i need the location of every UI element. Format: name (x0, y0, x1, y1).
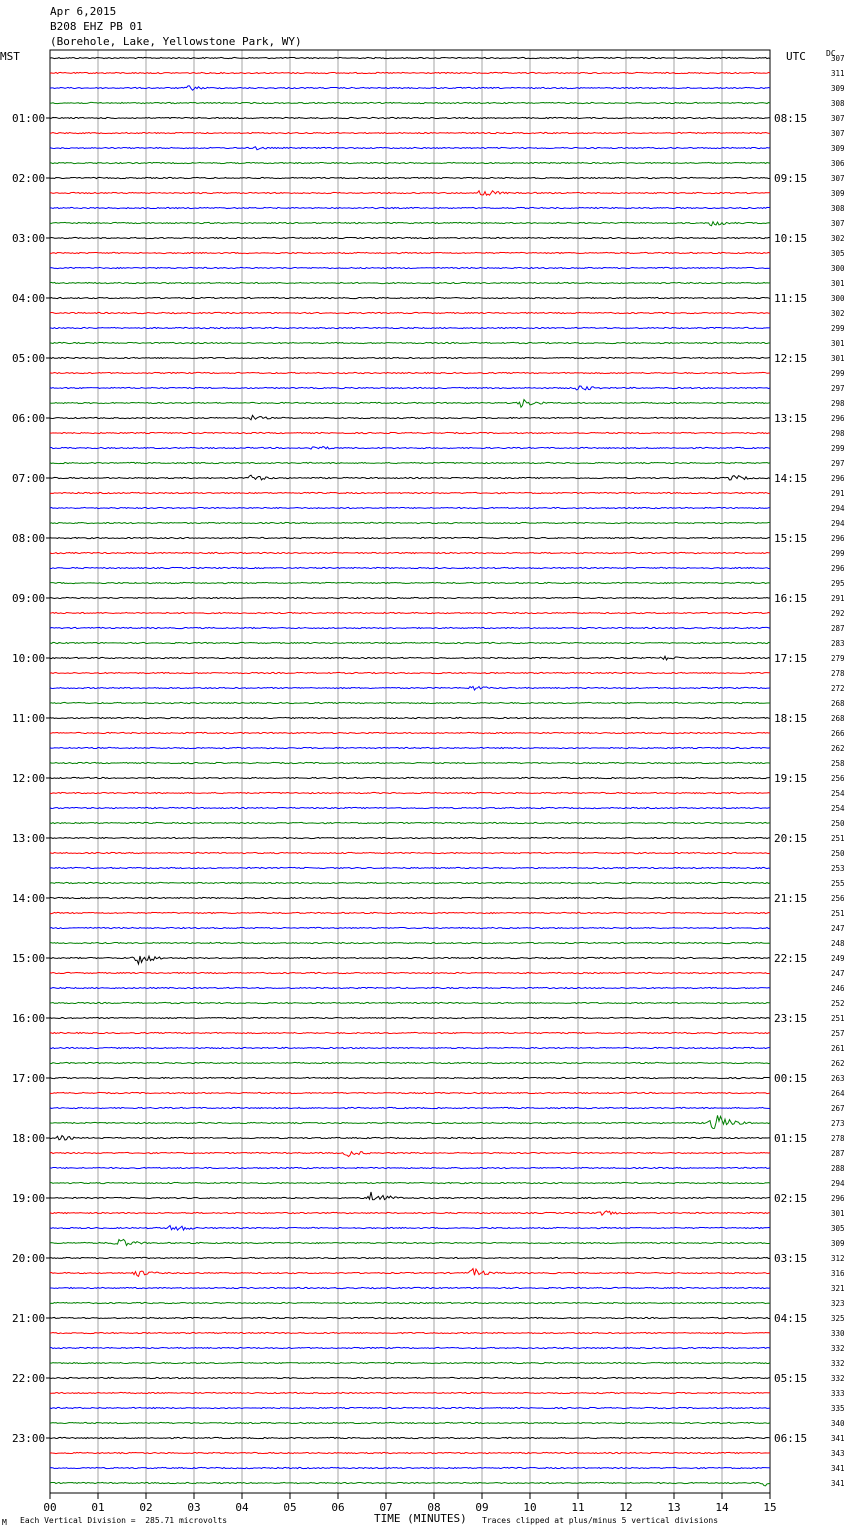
trace-line (50, 567, 770, 568)
left-hour-label: 17:00 (12, 1072, 46, 1085)
x-tick-label: 15 (763, 1501, 777, 1514)
dc-value: 250 (831, 849, 845, 858)
trace-line (50, 162, 770, 163)
trace-line (50, 1152, 770, 1157)
trace-line (50, 642, 770, 643)
right-hour-label: 03:15 (774, 1252, 808, 1265)
trace-line (50, 1225, 770, 1230)
dc-value: 256 (831, 774, 845, 783)
x-tick-label: 02 (139, 1501, 153, 1514)
trace-line (50, 1452, 770, 1453)
dc-value: 333 (831, 1389, 845, 1398)
dc-value: 309 (831, 1239, 845, 1248)
trace-line (50, 702, 770, 703)
dc-value: 309 (831, 84, 845, 93)
dc-value: 307 (831, 174, 845, 183)
dc-value: 278 (831, 669, 845, 678)
trace-line (50, 267, 770, 268)
dc-value: 299 (831, 369, 845, 378)
right-hour-label: 14:15 (774, 472, 808, 485)
dc-value: 340 (831, 1419, 845, 1428)
dc-value: 251 (831, 909, 845, 918)
right-hour-label: 13:15 (774, 412, 808, 425)
dc-value: 335 (831, 1404, 845, 1413)
dc-value: 323 (831, 1299, 845, 1308)
dc-value: 266 (831, 729, 845, 738)
trace-line (50, 1115, 770, 1128)
trace-line (50, 1269, 770, 1277)
right-hour-label: 11:15 (774, 292, 808, 305)
x-tick-label: 11 (571, 1501, 585, 1514)
trace-line (50, 1392, 770, 1393)
left-axis-label: MST (0, 50, 20, 63)
trace-line (50, 372, 770, 373)
trace-line (50, 432, 770, 433)
dc-value: 316 (831, 1269, 845, 1278)
trace-line (50, 1002, 770, 1003)
trace-line (50, 822, 770, 823)
dc-value: 296 (831, 414, 845, 423)
trace-line (50, 222, 770, 226)
right-hour-label: 04:15 (774, 1312, 808, 1325)
trace-line (50, 792, 770, 793)
right-hour-label: 22:15 (774, 952, 808, 965)
trace-line (50, 1032, 770, 1033)
dc-value: 298 (831, 399, 845, 408)
x-tick-label: 06 (331, 1501, 345, 1514)
dc-value: 254 (831, 804, 845, 813)
station-location: (Borehole, Lake, Yellowstone Park, WY) (50, 35, 302, 48)
dc-value: 330 (831, 1329, 845, 1338)
trace-line (50, 686, 770, 690)
dc-label: DC (826, 49, 836, 58)
left-hour-label: 23:00 (12, 1432, 46, 1445)
trace-line (50, 1107, 770, 1108)
dc-value: 278 (831, 1134, 845, 1143)
dc-value: 299 (831, 444, 845, 453)
x-tick-label: 12 (619, 1501, 633, 1514)
trace-line (50, 627, 770, 628)
trace-line (50, 732, 770, 733)
dc-value: 343 (831, 1449, 845, 1458)
left-hour-label: 15:00 (12, 952, 46, 965)
dc-value: 297 (831, 459, 845, 468)
trace-line (50, 612, 770, 613)
dc-value: 296 (831, 474, 845, 483)
trace-line (50, 537, 770, 538)
trace-line (50, 1077, 770, 1078)
trace-line (50, 327, 770, 328)
dc-value: 291 (831, 489, 845, 498)
trace-line (50, 147, 770, 150)
dc-value: 248 (831, 939, 845, 948)
left-hour-label: 10:00 (12, 652, 46, 665)
trace-line (50, 447, 770, 450)
trace-line (50, 717, 770, 718)
dc-value: 307 (831, 129, 845, 138)
x-tick-label: 00 (43, 1501, 57, 1514)
dc-value: 307 (831, 114, 845, 123)
dc-value: 308 (831, 99, 845, 108)
x-tick-label: 08 (427, 1501, 441, 1514)
dc-value: 258 (831, 759, 845, 768)
dc-value: 256 (831, 894, 845, 903)
right-hour-label: 23:15 (774, 1012, 808, 1025)
trace-line (50, 132, 770, 133)
trace-line (50, 1167, 770, 1168)
trace-line (50, 852, 770, 853)
x-tick-label: 03 (187, 1501, 201, 1514)
trace-line (50, 897, 770, 898)
left-hour-label: 02:00 (12, 172, 46, 185)
dc-value: 251 (831, 1014, 845, 1023)
trace-line (50, 462, 770, 463)
left-hour-label: 11:00 (12, 712, 46, 725)
dc-value: 254 (831, 789, 845, 798)
left-hour-label: 04:00 (12, 292, 46, 305)
dc-value: 296 (831, 564, 845, 573)
station-code: B208 EHZ PB 01 (50, 20, 143, 33)
trace-line (50, 1317, 770, 1318)
dc-value: 264 (831, 1089, 845, 1098)
dc-value: 296 (831, 534, 845, 543)
dc-value: 294 (831, 1179, 845, 1188)
dc-value: 251 (831, 834, 845, 843)
right-hour-label: 16:15 (774, 592, 808, 605)
right-hour-label: 18:15 (774, 712, 808, 725)
trace-line (50, 507, 770, 508)
dc-value: 305 (831, 1224, 845, 1233)
dc-value: 253 (831, 864, 845, 873)
right-hour-label: 17:15 (774, 652, 808, 665)
right-hour-label: 15:15 (774, 532, 808, 545)
right-hour-label: 20:15 (774, 832, 808, 845)
dc-value: 247 (831, 924, 845, 933)
trace-line (50, 1182, 770, 1183)
clip-note: Traces clipped at plus/minus 5 vertical divisions (482, 1516, 719, 1525)
scale-note: Each Vertical Division = 285.71 microvolts (20, 1516, 228, 1525)
x-tick-label: 10 (523, 1501, 537, 1514)
trace-line (50, 912, 770, 913)
trace-line (50, 762, 770, 763)
left-hour-label: 21:00 (12, 1312, 46, 1325)
trace-line (50, 1437, 770, 1438)
dc-value: 299 (831, 549, 845, 558)
dc-value: 306 (831, 159, 845, 168)
trace-line (50, 882, 770, 883)
dc-value: 249 (831, 954, 845, 963)
left-hour-label: 22:00 (12, 1372, 46, 1385)
trace-line (50, 1257, 770, 1258)
trace-line (50, 942, 770, 943)
trace-line (50, 1377, 770, 1378)
x-tick-label: 07 (379, 1501, 393, 1514)
trace-line (50, 656, 770, 660)
left-hour-label: 14:00 (12, 892, 46, 905)
left-hour-label: 12:00 (12, 772, 46, 785)
trace-line (50, 1092, 770, 1093)
right-hour-label: 06:15 (774, 1432, 808, 1445)
trace-line (50, 252, 770, 253)
dc-value: 332 (831, 1374, 845, 1383)
dc-value: 252 (831, 999, 845, 1008)
trace-line (50, 552, 770, 553)
dc-value: 247 (831, 969, 845, 978)
left-hour-label: 05:00 (12, 352, 46, 365)
dc-value: 250 (831, 819, 845, 828)
left-hour-label: 01:00 (12, 112, 46, 125)
dc-value: 302 (831, 234, 845, 243)
dc-value: 287 (831, 1149, 845, 1158)
trace-line (50, 386, 770, 390)
left-hour-label: 07:00 (12, 472, 46, 485)
dc-value: 294 (831, 504, 845, 513)
trace-line (50, 1482, 770, 1485)
trace-line (50, 867, 770, 868)
right-hour-label: 12:15 (774, 352, 808, 365)
trace-line (50, 117, 770, 118)
dc-value: 301 (831, 279, 845, 288)
left-hour-label: 03:00 (12, 232, 46, 245)
trace-line (50, 1302, 770, 1303)
dc-value: 267 (831, 1104, 845, 1113)
right-hour-label: 10:15 (774, 232, 808, 245)
trace-line (50, 492, 770, 493)
trace-line (50, 1332, 770, 1333)
right-hour-label: 08:15 (774, 112, 808, 125)
dc-value: 301 (831, 354, 845, 363)
trace-line (50, 102, 770, 103)
dc-value: 295 (831, 579, 845, 588)
dc-value: 296 (831, 1194, 845, 1203)
trace-line (50, 86, 770, 90)
dc-value: 261 (831, 1044, 845, 1053)
right-hour-label: 09:15 (774, 172, 808, 185)
trace-line (50, 57, 770, 58)
dc-value: 287 (831, 624, 845, 633)
dc-value: 283 (831, 639, 845, 648)
plot-frame (50, 50, 770, 1493)
dc-value: 341 (831, 1479, 845, 1488)
dc-value: 268 (831, 714, 845, 723)
trace-line (50, 597, 770, 598)
dc-value: 341 (831, 1434, 845, 1443)
trace-line (50, 837, 770, 838)
trace-line (50, 1347, 770, 1348)
trace-line (50, 987, 770, 988)
dc-value: 297 (831, 384, 845, 393)
x-tick-label: 13 (667, 1501, 681, 1514)
trace-line (50, 237, 770, 238)
dc-value: 257 (831, 1029, 845, 1038)
trace-line (50, 1422, 770, 1423)
trace-line (50, 1047, 770, 1048)
x-tick-label: 14 (715, 1501, 729, 1514)
dc-value: 298 (831, 429, 845, 438)
trace-line (50, 777, 770, 778)
right-hour-label: 21:15 (774, 892, 808, 905)
x-tick-label: 05 (283, 1501, 297, 1514)
trace-line (50, 191, 770, 195)
dc-value: 309 (831, 144, 845, 153)
dc-value: 255 (831, 879, 845, 888)
trace-line (50, 956, 770, 964)
trace-line (50, 177, 770, 178)
dc-value: 302 (831, 309, 845, 318)
trace-line (50, 1192, 770, 1200)
dc-value: 300 (831, 294, 845, 303)
trace-line (50, 747, 770, 748)
dc-value: 262 (831, 1059, 845, 1068)
right-axis-label: UTC (786, 50, 806, 63)
trace-line (50, 400, 770, 408)
trace-line (50, 475, 770, 480)
dc-value: 308 (831, 204, 845, 213)
trace-line (50, 1467, 770, 1468)
left-hour-label: 13:00 (12, 832, 46, 845)
dc-value: 301 (831, 339, 845, 348)
trace-line (50, 357, 770, 358)
left-hour-label: 09:00 (12, 592, 46, 605)
right-hour-label: 00:15 (774, 1072, 808, 1085)
corner-mark: M (2, 1518, 7, 1527)
dc-value: 291 (831, 594, 845, 603)
left-hour-label: 18:00 (12, 1132, 46, 1145)
dc-value: 301 (831, 1209, 845, 1218)
dc-value: 292 (831, 609, 845, 618)
trace-line (50, 1136, 770, 1140)
dc-value: 273 (831, 1119, 845, 1128)
x-tick-label: 09 (475, 1501, 489, 1514)
left-hour-label: 08:00 (12, 532, 46, 545)
left-hour-label: 06:00 (12, 412, 46, 425)
dc-value: 321 (831, 1284, 845, 1293)
dc-value: 288 (831, 1164, 845, 1173)
trace-line (50, 1407, 770, 1408)
trace-line (50, 342, 770, 343)
left-hour-label: 16:00 (12, 1012, 46, 1025)
trace-line (50, 312, 770, 313)
trace-line (50, 1239, 770, 1245)
x-axis-title: TIME (MINUTES) (374, 1512, 467, 1525)
trace-line (50, 1017, 770, 1018)
trace-line (50, 415, 770, 419)
x-tick-label: 01 (91, 1501, 105, 1514)
trace-line (50, 927, 770, 928)
station-date: Apr 6,2015 (50, 5, 117, 18)
dc-value: 272 (831, 684, 845, 693)
dc-value: 307 (831, 54, 845, 63)
trace-line (50, 582, 770, 583)
right-hour-label: 05:15 (774, 1372, 808, 1385)
left-hour-label: 19:00 (12, 1192, 46, 1205)
trace-line (50, 807, 770, 808)
trace-line (50, 282, 770, 283)
trace-line (50, 1362, 770, 1363)
trace-line (50, 672, 770, 673)
dc-value: 307 (831, 219, 845, 228)
trace-line (50, 297, 770, 298)
x-tick-label: 04 (235, 1501, 249, 1514)
dc-value: 325 (831, 1314, 845, 1323)
trace-line (50, 972, 770, 973)
trace-line (50, 1062, 770, 1063)
right-hour-label: 01:15 (774, 1132, 808, 1145)
right-hour-label: 19:15 (774, 772, 808, 785)
trace-line (50, 207, 770, 208)
dc-value: 294 (831, 519, 845, 528)
dc-value: 332 (831, 1344, 845, 1353)
dc-value: 263 (831, 1074, 845, 1083)
trace-line (50, 1287, 770, 1288)
left-hour-label: 20:00 (12, 1252, 46, 1265)
dc-value: 268 (831, 699, 845, 708)
dc-value: 279 (831, 654, 845, 663)
dc-value: 299 (831, 324, 845, 333)
trace-line (50, 72, 770, 73)
dc-value: 312 (831, 1254, 845, 1263)
dc-value: 262 (831, 744, 845, 753)
dc-value: 341 (831, 1464, 845, 1473)
dc-value: 332 (831, 1359, 845, 1368)
dc-value: 246 (831, 984, 845, 993)
dc-value: 305 (831, 249, 845, 258)
dc-value: 311 (831, 69, 845, 78)
trace-line (50, 522, 770, 523)
dc-value: 300 (831, 264, 845, 273)
dc-value: 309 (831, 189, 845, 198)
right-hour-label: 02:15 (774, 1192, 808, 1205)
trace-line (50, 1211, 770, 1215)
